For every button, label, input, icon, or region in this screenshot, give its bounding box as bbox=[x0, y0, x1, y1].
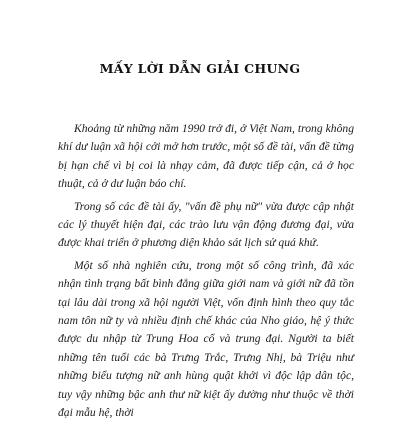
chapter-title: MẤY LỜI DẪN GIẢI CHUNG bbox=[99, 61, 301, 76]
paragraph-1: Khoảng từ những năm 1990 trở đi, ở Việt Nam, trong không khí dư luận xã hội cởi mở hơn trước, một số đề tài, vấn đề từng bị hạn chế vì bị coi là nhạy cảm, đã được tiếp cận, cả ở học thuật, cả ở dư luận báo chí. bbox=[58, 122, 354, 191]
paragraph-3: Một số nhà nghiên cứu, trong một số công trình, đã xác nhận tình trạng bất bình đẳng giữa giới nam và giới nữ đã tồn tại lâu dài trong xã hội người Việt, vốn định hình theo quy tắc nam tôn nữ ty và nhiều định chế khác của Nho giáo, hệ ý thức được du nhập từ Trung Hoa cổ và trung đại. Người ta biết những tên tuổi các bà Trưng Trắc, Trưng Nhị, bà Triệu như những biểu tượng nữ anh hùng quật khởi vì độc lập dân tộc, tuy vậy những bậc anh thư nữ kiệt ấy dường như thuộc về thời đại mẫu hệ, thời bbox=[58, 258, 354, 420]
body-text bbox=[58, 120, 354, 427]
paragraph-2: Trong số các đề tài ấy, "vấn đề phụ nữ" vừa được cập nhật các lý thuyết hiện đại, các trào lưu vận động đương đại, vừa được khai triển ở phương diện khảo sát lịch sử quá khứ. bbox=[58, 199, 354, 250]
